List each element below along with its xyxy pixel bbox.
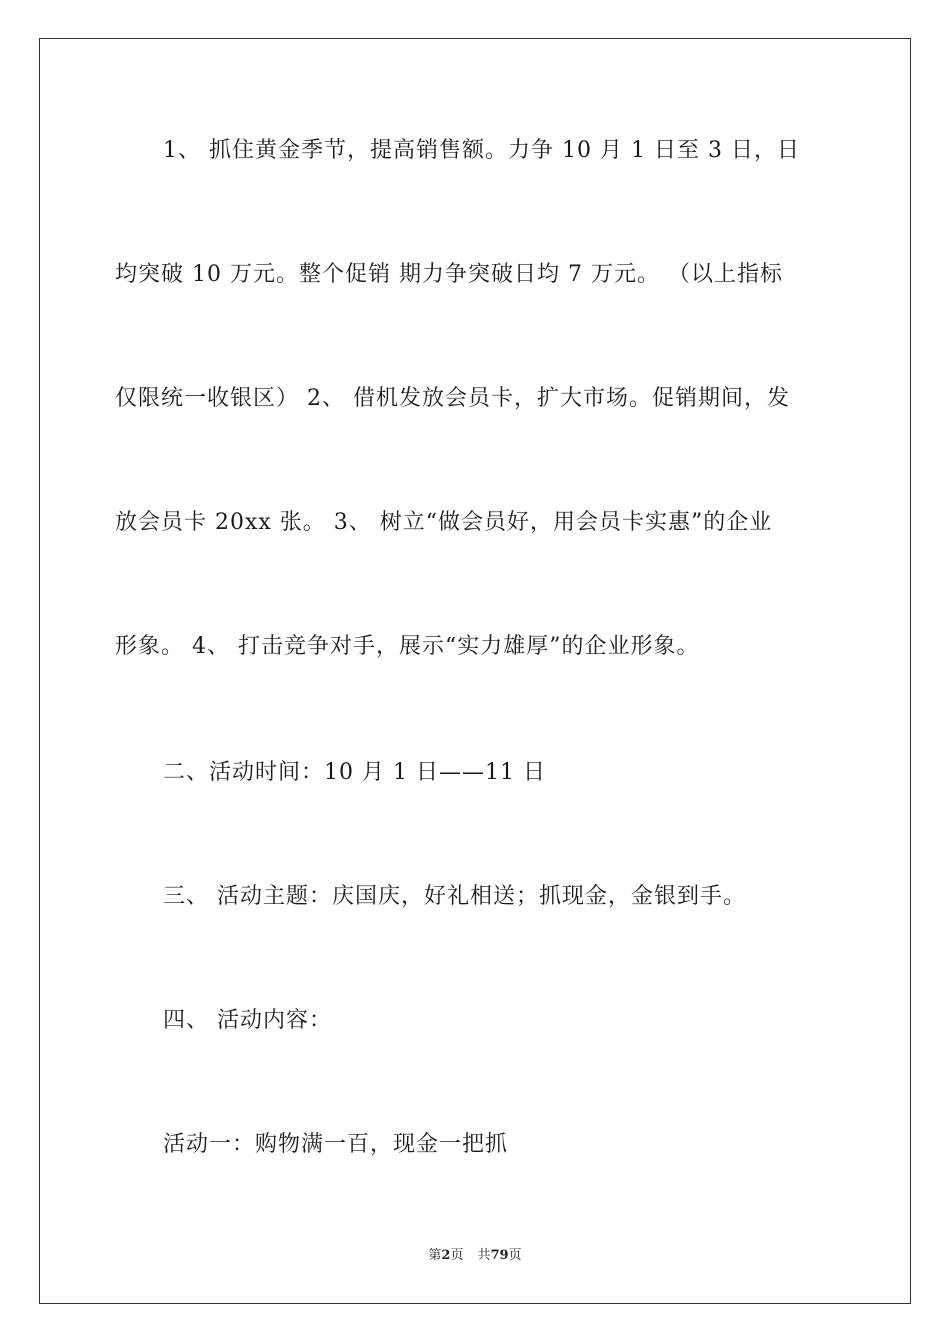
total-suffix: 页 [508, 1248, 522, 1263]
total-pages: 79 [490, 1248, 509, 1263]
body-line-3: 仅限统一收银区） 2、 借机发放会员卡，扩大市场。促销期间，发 [115, 386, 790, 411]
section-heading-time: 二、活动时间：10 月 1 日——11 日 [163, 760, 546, 785]
page-suffix: 页 [450, 1248, 464, 1263]
page-prefix: 第 [428, 1248, 442, 1263]
body-line-2: 均突破 10 万元。整个促销 期力争突破日均 7 万元。 （以上指标 [115, 262, 783, 287]
page-footer [0, 1247, 950, 1265]
section-heading-theme: 三、 活动主题：庆国庆，好礼相送；抓现金，金银到手。 [163, 884, 746, 909]
page-number: 2 [441, 1248, 451, 1263]
page-border [39, 38, 911, 1304]
body-line-4: 放会员卡 20xx 张。 3、 树立“做会员好，用会员卡实惠”的企业 [115, 510, 773, 535]
total-prefix: 共 [477, 1248, 491, 1263]
body-line-1: 1、 抓住黄金季节，提高销售额。力争 10 月 1 日至 3 日，日 [163, 138, 800, 163]
body-line-5: 形象。 4、 打击竞争对手，展示“实力雄厚”的企业形象。 [115, 634, 700, 659]
section-heading-content: 四、 活动内容： [163, 1008, 332, 1033]
activity-one-title: 活动一：购物满一百，现金一把抓 [163, 1132, 509, 1157]
